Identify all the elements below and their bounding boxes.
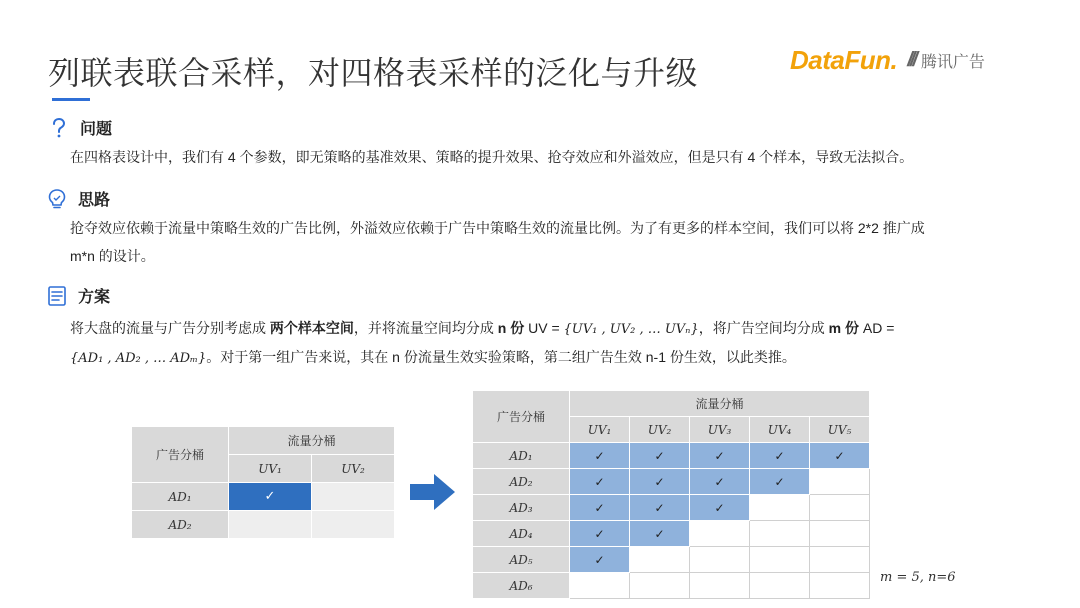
- big-table-row: [473, 573, 870, 599]
- plan-text-e: AD =: [858, 320, 895, 336]
- check-icon: ✓: [714, 448, 725, 463]
- big-table-cell-checked: [690, 469, 750, 495]
- check-icon: ✓: [834, 448, 845, 463]
- big-table-cell-checked: [570, 521, 630, 547]
- big-table-row: [473, 547, 870, 573]
- small-table-row-header: AD₂: [132, 511, 229, 539]
- check-icon: ✓: [594, 474, 605, 489]
- big-table-col-group: 流量分桶: [570, 391, 870, 417]
- big-table-cell: [810, 495, 870, 521]
- big-table-cell-checked: [630, 521, 690, 547]
- big-table-col-header: UV₃: [690, 417, 750, 443]
- big-table-cell: [630, 547, 690, 573]
- small-table-col-header: UV₂: [312, 455, 395, 483]
- title-underline: [52, 98, 90, 101]
- small-table-corner: 广告分桶: [132, 427, 229, 483]
- ad-set: {AD₁ , AD₂ , … ADₘ}: [70, 351, 207, 366]
- section-question-label: 问题: [80, 121, 113, 138]
- check-icon: ✓: [594, 448, 605, 463]
- small-table-cell: [312, 511, 395, 539]
- check-icon: ✓: [774, 448, 785, 463]
- section-plan-heading: [46, 284, 110, 307]
- big-table-cell-checked: [570, 469, 630, 495]
- check-icon: ✓: [594, 500, 605, 515]
- plan-text-d: ，将广告空间均分成: [698, 320, 829, 336]
- big-table-row: [473, 443, 870, 469]
- check-icon: ✓: [594, 552, 605, 567]
- lightbulb-icon: [46, 188, 68, 210]
- big-table-row-header: AD₅: [473, 547, 570, 573]
- big-table-cell-checked: [630, 443, 690, 469]
- datafun-logo: [790, 45, 897, 76]
- logo-slash-icon: ///: [907, 48, 915, 71]
- logo: [790, 42, 985, 78]
- big-table-col-header: UV₁: [570, 417, 630, 443]
- section-plan-label: 方案: [78, 289, 111, 306]
- check-icon: ✓: [714, 474, 725, 489]
- plan-text-a: 将大盘的流量与广告分别考虑成: [70, 320, 270, 336]
- plan-text-c: UV =: [524, 320, 564, 336]
- big-table-col-header: UV₂: [630, 417, 690, 443]
- plan-paragraph-line2: [70, 343, 796, 373]
- page-title: 列联表联合采样，对四格表采样的泛化与升级: [48, 55, 699, 91]
- big-table-cell: [810, 573, 870, 599]
- big-table-cell: [630, 573, 690, 599]
- small-table-col-group: 流量分桶: [229, 427, 395, 455]
- check-icon: ✓: [654, 500, 665, 515]
- idea-text-line2: m*n 的设计。: [70, 248, 155, 264]
- big-table-col-header: UV₄: [750, 417, 810, 443]
- check-icon: ✓: [594, 526, 605, 541]
- check-icon: ✓: [654, 526, 665, 541]
- big-table-cell: [690, 547, 750, 573]
- big-table-corner: 广告分桶: [473, 391, 570, 443]
- big-table-cell: [750, 495, 810, 521]
- big-table-cell-checked: [570, 443, 630, 469]
- big-table-body: [473, 443, 870, 599]
- check-icon: ✓: [264, 489, 276, 504]
- big-table-cell: [570, 573, 630, 599]
- big-contingency-table: [472, 390, 870, 599]
- small-table-row-header: AD₁: [132, 483, 229, 511]
- uv-set: {UV₁ , UV₂ , … UVₙ}: [563, 322, 699, 337]
- big-table-col-header: UV₅: [810, 417, 870, 443]
- check-icon: ✓: [714, 500, 725, 515]
- small-table-cell: [229, 511, 312, 539]
- big-table-row-header: AD₃: [473, 495, 570, 521]
- big-table-cell-checked: [630, 495, 690, 521]
- question-icon: [48, 117, 70, 139]
- big-table-cell: [750, 547, 810, 573]
- check-icon: ✓: [654, 448, 665, 463]
- big-table-cell: [750, 573, 810, 599]
- small-table-col-header: UV₁: [229, 455, 312, 483]
- check-icon: ✓: [774, 474, 785, 489]
- big-table-row-header: AD₁: [473, 443, 570, 469]
- big-table-cell: [810, 547, 870, 573]
- big-table-cell-checked: [570, 495, 630, 521]
- big-table-cell-checked: [630, 469, 690, 495]
- plan-paragraph-line1: [70, 314, 894, 344]
- big-table-cell: [810, 469, 870, 495]
- dimension-note: m = 5, n=6: [880, 570, 956, 585]
- small-table-cell: [312, 483, 395, 511]
- big-table-cell-checked: [810, 443, 870, 469]
- big-table-row-header: AD₆: [473, 573, 570, 599]
- check-icon: ✓: [654, 474, 665, 489]
- big-table-row-header: AD₂: [473, 469, 570, 495]
- big-table-cell-checked: [570, 547, 630, 573]
- big-table-row-header: AD₄: [473, 521, 570, 547]
- document-icon: [46, 285, 68, 307]
- small-contingency-table: [131, 426, 395, 539]
- big-table-cell: [690, 573, 750, 599]
- section-idea-heading: [46, 187, 110, 210]
- big-table-cell-checked: [690, 495, 750, 521]
- plan-text-m: m 份: [828, 320, 859, 336]
- plan-text-n: n 份: [497, 320, 525, 336]
- big-table-cell-checked: [690, 443, 750, 469]
- big-table-cell: [750, 521, 810, 547]
- idea-text-line1: 抢夺效应依赖于流量中策略生效的广告比例，外溢效应依赖于广告中策略生效的流量比例。为了有更多的样本空间，我们可以将 2*2 推广成: [70, 220, 925, 236]
- section-question-heading: [48, 116, 112, 139]
- big-table-row: [473, 469, 870, 495]
- plan-text-rest: 。对于第一组广告来说，其在 n 份流量生效实验策略，第二组广告生效 n-1 份生效，以此类推。: [206, 349, 796, 365]
- logo-subtitle: 腾讯广告: [920, 53, 985, 71]
- question-text: 在四格表设计中，我们有 4 个参数，即无策略的基准效果、策略的提升效果、抢夺效应和外溢效应，但是只有 4 个样本，导致无法拟合。: [70, 149, 914, 165]
- right-arrow-icon: [410, 472, 456, 517]
- big-table-row: [473, 495, 870, 521]
- big-table-cell-checked: [750, 443, 810, 469]
- plan-text-b: ，并将流量空间均分成: [353, 320, 498, 336]
- plan-text-bold: 两个样本空间: [269, 320, 354, 336]
- big-table-cell: [690, 521, 750, 547]
- datafun-logo-text: DataFun.: [790, 44, 898, 75]
- small-table-cell-checked: [229, 483, 312, 511]
- big-table-cell-checked: [750, 469, 810, 495]
- section-idea-label: 思路: [78, 192, 111, 209]
- big-table-cell: [810, 521, 870, 547]
- big-table-row: [473, 521, 870, 547]
